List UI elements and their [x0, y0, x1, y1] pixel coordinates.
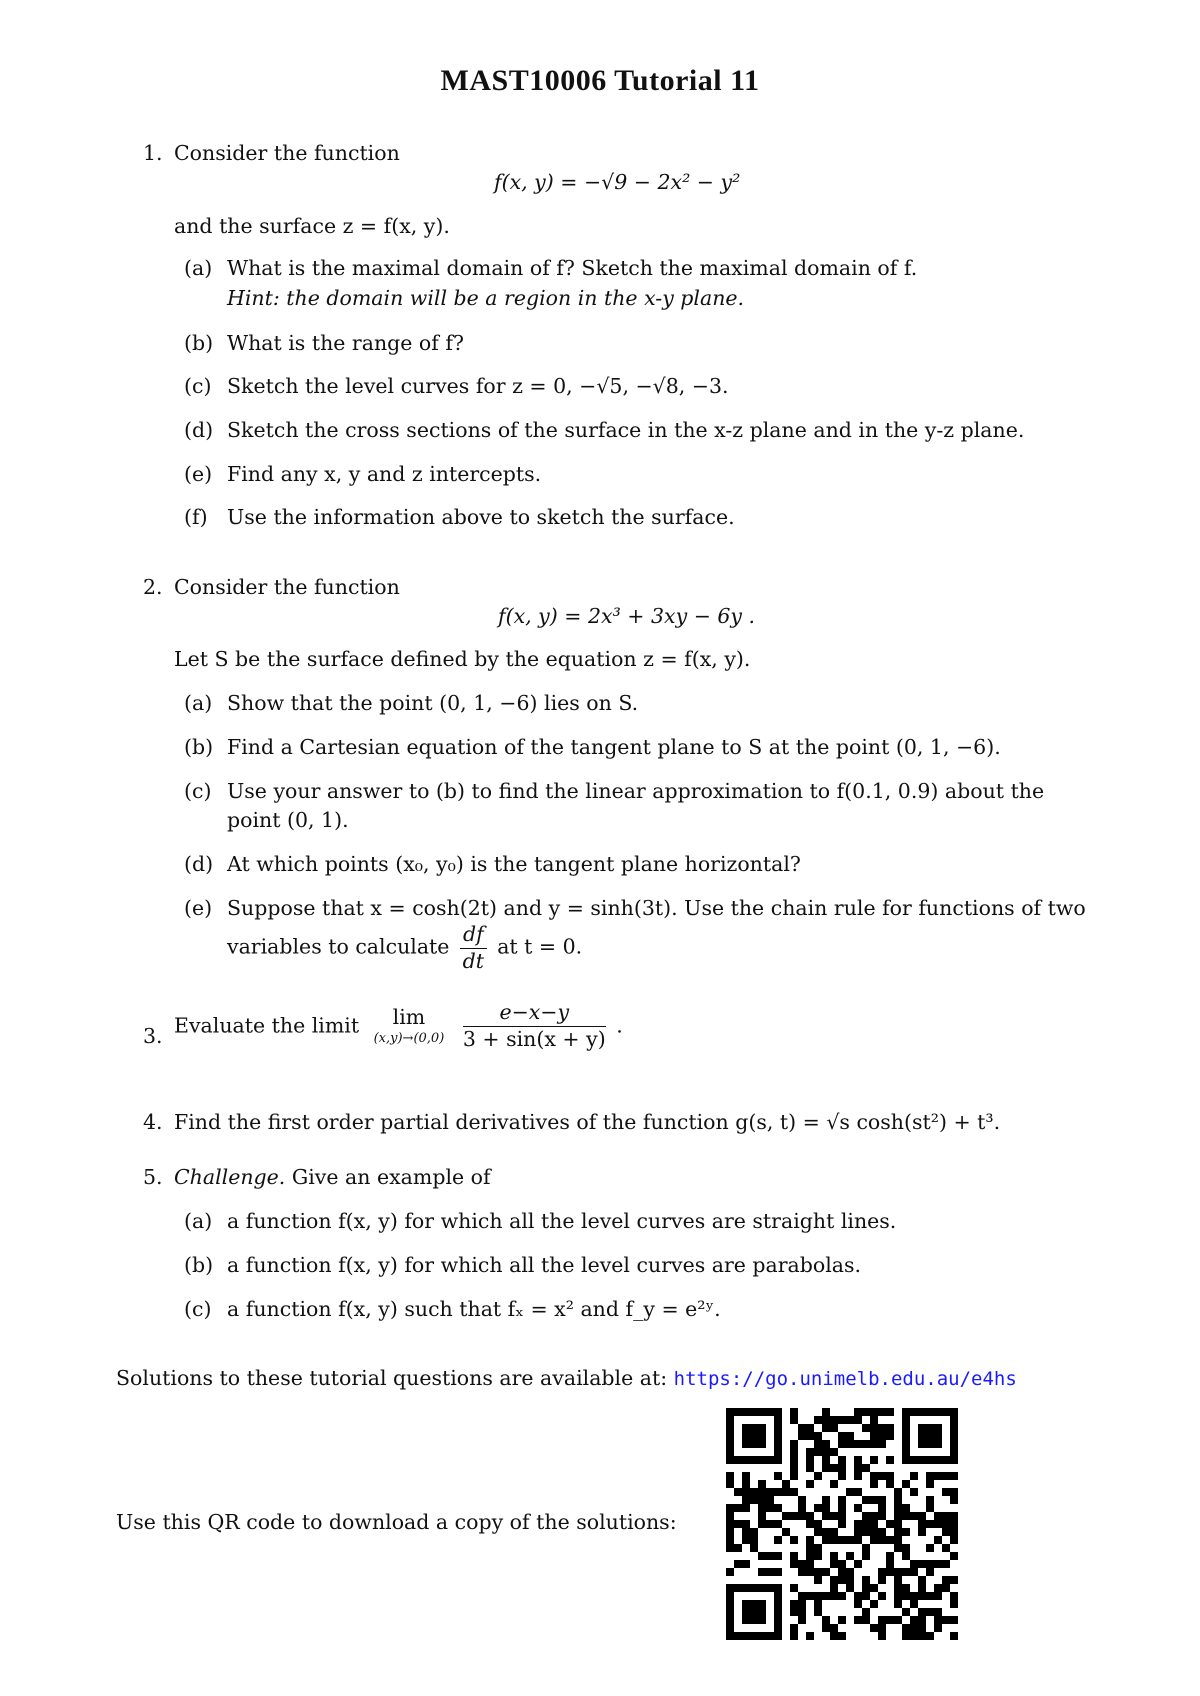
q1a-text: What is the maximal domain of f? Sketch the maximal domain of f. [227, 256, 918, 280]
question-1-number: 1. [143, 141, 163, 165]
q1d-label: (d) [184, 418, 214, 442]
q2e-text: Suppose that x = cosh(2t) and y = sinh(3t). Use the chain rule for functions of two [227, 896, 1086, 920]
q2e-text-pre: variables to calculate [227, 934, 450, 959]
q2c-text: Use your answer to (b) to find the linear approximation to f(0.1, 0.9) about the [227, 779, 1045, 803]
q5a-text: a function f(x, y) for which all the level curves are straight lines. [227, 1209, 897, 1233]
q5b-text: a function f(x, y) for which all the level curves are parabolas. [227, 1253, 862, 1277]
q2e-text-cont [227, 922, 582, 974]
limit-denominator: 3 + sin(x + y) [462, 1026, 606, 1051]
q1d-text: Sketch the cross sections of the surface in the x-z plane and in the y-z plane. [227, 418, 1025, 442]
q2d-label: (d) [184, 852, 214, 876]
q1e-label: (e) [184, 462, 213, 486]
question-3-number: 3. [143, 1024, 163, 1048]
q5c-label: (c) [184, 1297, 212, 1321]
page-title: MAST10006 Tutorial 11 [440, 64, 760, 97]
question-3-text: Evaluate the limit [174, 1013, 360, 1038]
solutions-text: Solutions to these tutorial questions are available at: [116, 1366, 668, 1390]
q1f-text: Use the information above to sketch the surface. [227, 505, 735, 529]
question-2-intro: Consider the function [174, 575, 400, 599]
question-5-intro: Give an example of [291, 1165, 491, 1189]
question-3-content [174, 1000, 623, 1052]
q2e-label: (e) [184, 896, 213, 920]
question-5-number: 5. [143, 1165, 163, 1189]
question-1-surface: and the surface z = f(x, y). [174, 214, 450, 238]
q2b-text: Find a Cartesian equation of the tangent plane to S at the point (0, 1, −6). [227, 735, 1001, 759]
solutions-link[interactable]: https://go.unimelb.edu.au/e4hs [673, 1368, 1017, 1390]
q2d-text: At which points (x₀, y₀) is the tangent plane horizontal? [227, 852, 801, 876]
question-2-formula: f(x, y) = 2x³ + 3xy − 6y . [498, 604, 756, 628]
limit-subscript: (x,y)→(0,0) [373, 1030, 445, 1046]
limit-end: . [616, 1013, 623, 1038]
qr-code-image[interactable] [726, 1408, 958, 1640]
q1b-label: (b) [184, 331, 214, 355]
q2a-label: (a) [184, 691, 213, 715]
fraction-numerator: df [460, 922, 487, 949]
question-1-formula: f(x, y) = −√9 − 2x² − y² [494, 170, 741, 194]
challenge-label: Challenge. [174, 1165, 286, 1189]
q1c-label: (c) [184, 374, 212, 398]
q5a-label: (a) [184, 1209, 213, 1233]
q1b-text: What is the range of f? [227, 331, 464, 355]
limit-label: lim [392, 1005, 426, 1030]
question-4-text: Find the first order partial derivatives of the function g(s, t) = √s cosh(st²) + t³. [174, 1110, 1001, 1134]
q5b-label: (b) [184, 1253, 214, 1277]
question-5-intro-line [174, 1165, 491, 1191]
question-1-intro: Consider the function [174, 141, 400, 165]
q5c-text: a function f(x, y) such that fₓ = x² and f_y = e²ʸ. [227, 1297, 721, 1321]
derivative-fraction [460, 922, 487, 974]
limit-numerator: e−x−y [463, 1000, 606, 1027]
q1c-text: Sketch the level curves for z = 0, −√5, −√8, −3. [227, 374, 729, 398]
q1f-label: (f) [184, 505, 208, 529]
q2c-label: (c) [184, 779, 212, 803]
q1a-label: (a) [184, 256, 213, 280]
q1e-text: Find any x, y and z intercepts. [227, 462, 542, 486]
limit-fraction [463, 1000, 606, 1052]
q2a-text: Show that the point (0, 1, −6) lies on S. [227, 691, 639, 715]
q2c-text-cont: point (0, 1). [227, 808, 349, 832]
solutions-line [116, 1366, 1017, 1392]
fraction-denominator: dt [462, 948, 484, 973]
qr-caption: Use this QR code to download a copy of the solutions: [116, 1510, 677, 1534]
question-4-number: 4. [143, 1110, 163, 1134]
limit-operator [374, 1005, 445, 1047]
question-2-number: 2. [143, 575, 163, 599]
q2b-label: (b) [184, 735, 214, 759]
question-2-surface: Let S be the surface defined by the equation z = f(x, y). [174, 647, 751, 671]
q2e-text-post: at t = 0. [497, 934, 583, 959]
q1a-hint: Hint: the domain will be a region in the x-y plane. [227, 286, 745, 310]
